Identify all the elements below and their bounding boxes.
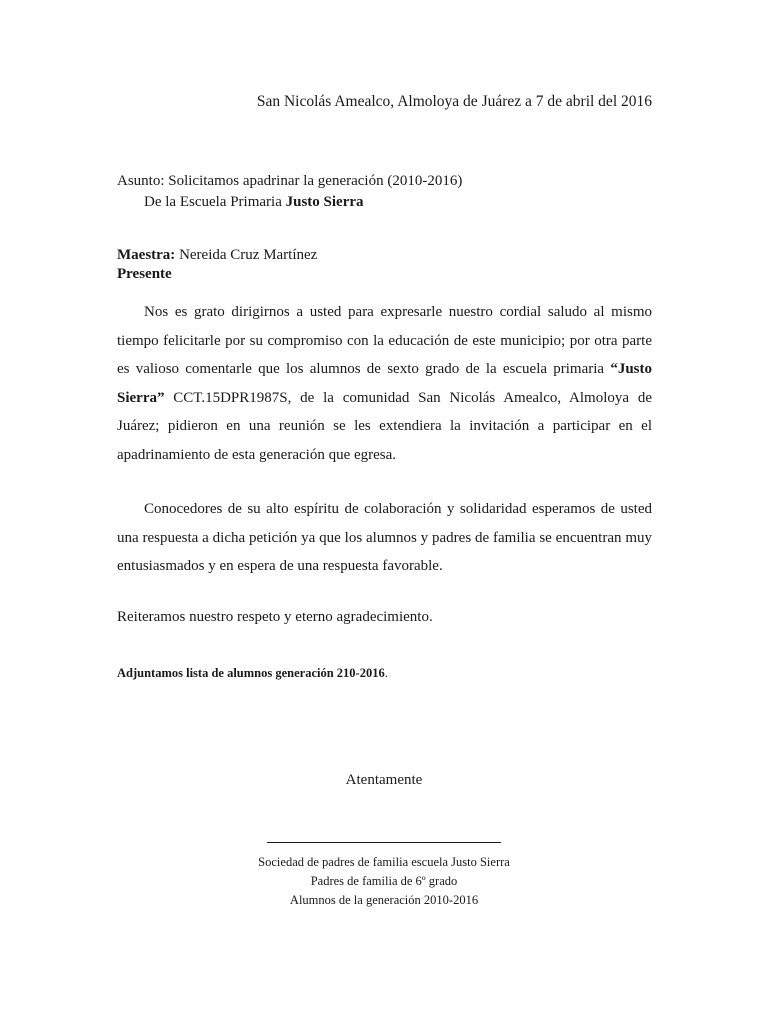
recipient-line	[117, 246, 317, 265]
signoff: Atentamente	[345, 772, 423, 788]
closing-line: Reiteramos nuestro respeto y eterno agradecimiento.	[117, 609, 433, 625]
subject-school-prefix: De la Escuela Primaria	[144, 194, 286, 210]
attachment-note	[117, 666, 388, 681]
signature-line-1: Sociedad de padres de familia escuela Justo Sierra	[258, 855, 510, 869]
signature-block	[0, 853, 768, 910]
recipient-label: Maestra:	[117, 247, 176, 263]
greeting	[117, 265, 317, 284]
paragraph-1	[117, 298, 652, 469]
signature-line	[267, 842, 501, 843]
attachment-note-bold: Adjuntamos lista de alumnos generación 210-2016	[117, 666, 385, 680]
subject-block	[117, 171, 462, 213]
greeting-text: Presente	[117, 266, 172, 282]
recipient-block	[117, 246, 317, 284]
attachment-note-suffix: .	[384, 666, 388, 680]
signature-line-2: Padres de familia de 6º grado	[310, 874, 458, 888]
subject-line: Asunto: Solicitamos apadrinar la generación (2010-2016)	[117, 173, 463, 189]
subject-school-line	[117, 192, 462, 213]
signature-line-3: Alumnos de la generación 2010-2016	[289, 893, 479, 907]
recipient-name: Nereida Cruz Martínez	[175, 247, 318, 263]
paragraph-1-school: “Justo Sierra”	[117, 361, 652, 406]
paragraph-2: Conocedores de su alto espíritu de colaboración y solidaridad esperamos de usted una respuesta a dicha petición ya que los alumnos y padres de familia se encuentran muy entusiasmados y en espera de una respuesta favorable.	[117, 501, 652, 574]
paragraph-1-part-1: Nos es grato dirigirnos a usted para expresarle nuestro cordial saludo al mismo tiempo felicitarle por su compromiso con la educación de este municipio; por otra parte es valioso comentarle que los alumnos de sexto grado de la escuela primaria	[117, 304, 652, 377]
date-line: San Nicolás Amealco, Almoloya de Juárez a 7 de abril del 2016	[256, 93, 652, 110]
paragraph-1-part-2: CCT.15DPR1987S, de la comunidad San Nicolás Amealco, Almoloya de Juárez; pidieron en una reunión se les extendiera la invitación a participar en el apadrinamiento de esta generación que egresa.	[117, 389, 652, 463]
subject-school-name: Justo Sierra	[285, 194, 364, 210]
